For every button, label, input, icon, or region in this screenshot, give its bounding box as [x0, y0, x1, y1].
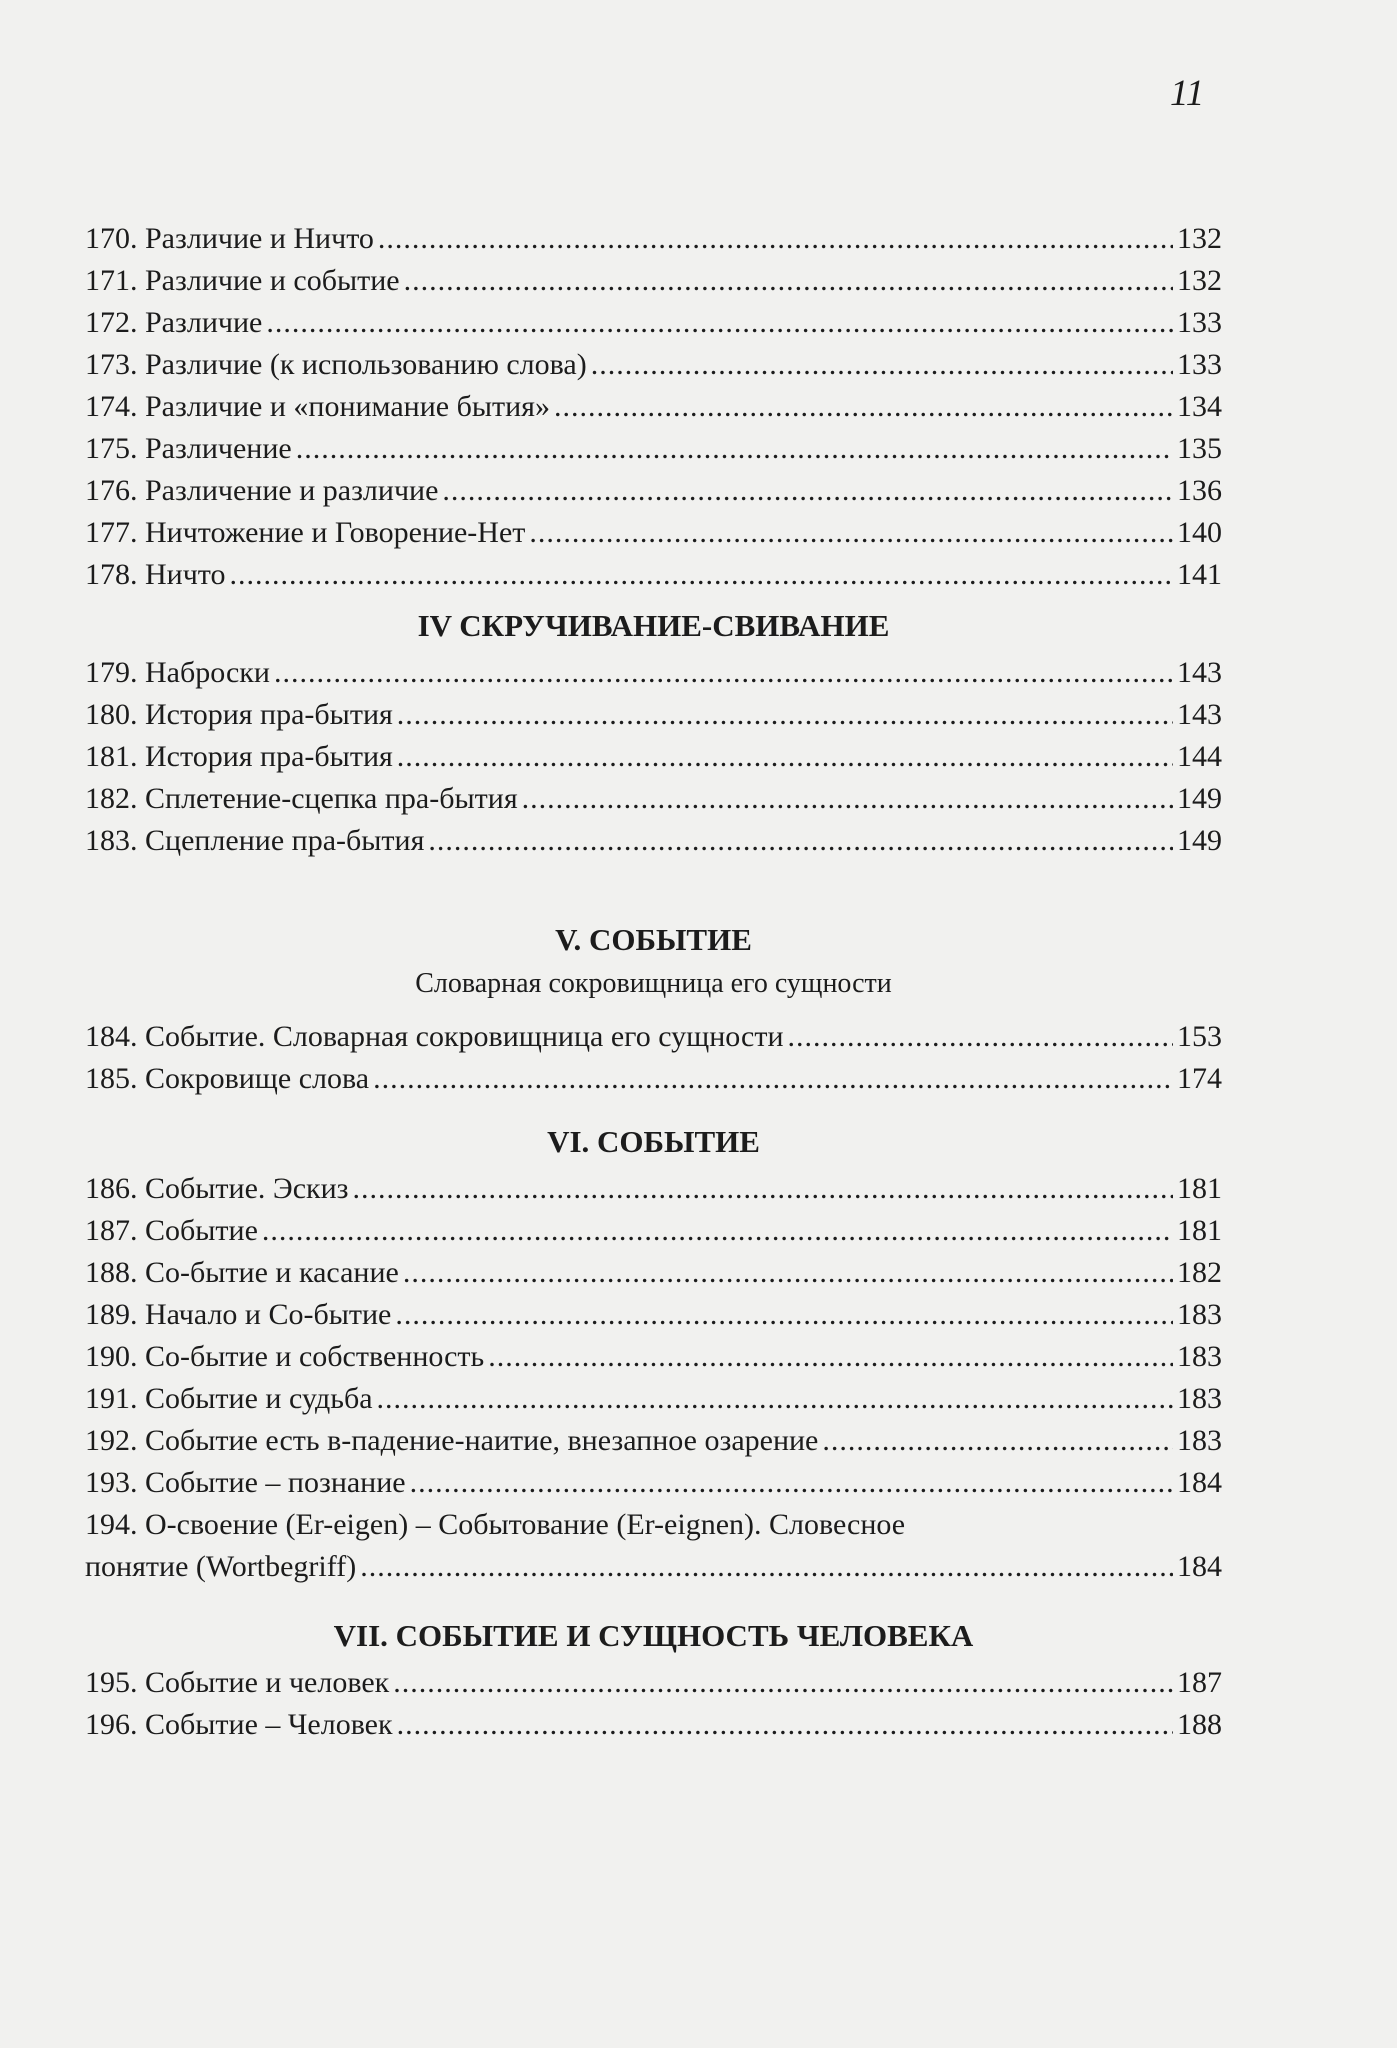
toc-entry-page: 133 — [1177, 306, 1222, 339]
toc-entry-page: 183 — [1177, 1340, 1222, 1373]
toc-entry-title: 179. Наброски — [85, 656, 270, 689]
toc-entry-title-line1: 194. О-своение (Er-eigen) – Событование (Er-eignen). Словесное — [85, 1508, 906, 1541]
toc-entry-title: 191. Событие и судьба — [85, 1382, 373, 1415]
toc-entry-title: 175. Различение — [85, 432, 292, 465]
dot-leader — [822, 1420, 1173, 1462]
dot-leader — [296, 428, 1173, 470]
toc-section-differences — [85, 218, 1222, 596]
toc-entry-page: 143 — [1177, 698, 1222, 731]
toc-entry-page: 153 — [1177, 1020, 1222, 1053]
toc-entry-191[interactable] — [85, 1378, 1222, 1420]
toc-entry-page: 136 — [1177, 474, 1222, 507]
toc-entry-title: 180. История пра-бытия — [85, 698, 393, 731]
toc-entry-title: 181. История пра-бытия — [85, 740, 393, 773]
section-heading: VI. СОБЫТИЕ — [547, 1124, 760, 1159]
toc-entry-175[interactable] — [85, 428, 1222, 470]
toc-entry-182[interactable] — [85, 778, 1222, 820]
toc-entry-179[interactable] — [85, 652, 1222, 694]
toc-entry-title: 173. Различие (к использованию слова) — [85, 348, 587, 381]
toc-entry-title: 183. Сцепление пра-бытия — [85, 824, 425, 857]
toc-entry-page: 174 — [1177, 1062, 1222, 1095]
dot-leader — [266, 302, 1173, 344]
toc-entry-page: 184 — [1177, 1466, 1222, 1499]
table-of-contents — [85, 218, 1222, 1746]
dot-leader — [397, 736, 1173, 778]
toc-entry-177[interactable] — [85, 512, 1222, 554]
toc-entry-page: 132 — [1177, 264, 1222, 297]
toc-entry-title: 172. Различие — [85, 306, 263, 339]
toc-entry-page: 183 — [1177, 1382, 1222, 1415]
toc-entry-181[interactable] — [85, 736, 1222, 778]
toc-entry-title: 189. Начало и Со-бытие — [85, 1298, 392, 1331]
toc-entry-title: 187. Событие — [85, 1214, 258, 1247]
toc-entry-185[interactable] — [85, 1058, 1222, 1100]
toc-entry-title: 185. Сокровище слова — [85, 1062, 370, 1095]
toc-entry-title: 188. Со-бытие и касание — [85, 1256, 399, 1289]
toc-entry-193[interactable] — [85, 1462, 1222, 1504]
toc-entry-title: 176. Различение и различие — [85, 474, 439, 507]
toc-entry-page: 133 — [1177, 348, 1222, 381]
toc-entry-178[interactable] — [85, 554, 1222, 596]
toc-entry-page: 140 — [1177, 516, 1222, 549]
toc-entry-page: 141 — [1177, 558, 1222, 591]
section-subheading: Словарная сокровищница его сущности — [415, 968, 892, 999]
toc-entry-title: 190. Со-бытие и собственность — [85, 1340, 485, 1373]
dot-leader — [378, 218, 1173, 260]
toc-entry-page: 183 — [1177, 1298, 1222, 1331]
dot-leader — [274, 652, 1173, 694]
dot-leader — [404, 260, 1173, 302]
toc-section-iv — [85, 606, 1222, 862]
toc-entry-title: 195. Событие и человек — [85, 1666, 390, 1699]
toc-entry-title: 182. Сплетение-сцепка пра-бытия — [85, 782, 518, 815]
toc-entry-190[interactable] — [85, 1336, 1222, 1378]
page-number: 11 — [1170, 73, 1205, 114]
toc-section-vii — [85, 1616, 1222, 1746]
toc-entry-192[interactable] — [85, 1420, 1222, 1462]
toc-entry-page: 181 — [1177, 1214, 1222, 1247]
toc-entry-page: 144 — [1177, 740, 1222, 773]
toc-entry-title: 171. Различие и событие — [85, 264, 400, 297]
toc-entry-196[interactable] — [85, 1704, 1222, 1746]
toc-entry-171[interactable] — [85, 260, 1222, 302]
section-heading: VII. СОБЫТИЕ И СУЩНОСТЬ ЧЕЛОВЕКА — [333, 1618, 974, 1653]
dot-leader — [397, 1704, 1173, 1746]
toc-entry-page: 183 — [1177, 1424, 1222, 1457]
toc-entry-184[interactable] — [85, 1016, 1222, 1058]
toc-entry-page: 182 — [1177, 1256, 1222, 1289]
dot-leader — [373, 1058, 1173, 1100]
dot-leader — [230, 554, 1173, 596]
dot-leader — [395, 1294, 1173, 1336]
dot-leader — [428, 820, 1173, 862]
dot-leader — [529, 512, 1173, 554]
section-heading: V. СОБЫТИЕ — [555, 922, 752, 957]
dot-leader — [410, 1462, 1173, 1504]
dot-leader — [554, 386, 1173, 428]
toc-entry-page: 149 — [1177, 824, 1222, 857]
dot-leader — [377, 1378, 1173, 1420]
toc-entry-173[interactable] — [85, 344, 1222, 386]
toc-section-vi — [85, 1122, 1222, 1588]
dot-leader — [262, 1210, 1173, 1252]
dot-leader — [360, 1546, 1173, 1588]
toc-entry-page: 188 — [1177, 1708, 1222, 1741]
toc-entry-188[interactable] — [85, 1252, 1222, 1294]
toc-entry-183[interactable] — [85, 820, 1222, 862]
dot-leader — [591, 344, 1173, 386]
toc-entry-page: 187 — [1177, 1666, 1222, 1699]
toc-section-v — [85, 920, 1222, 1100]
toc-entry-title: 192. Событие есть в-падение-наитие, внезапное озарение — [85, 1424, 819, 1457]
dot-leader — [442, 470, 1173, 512]
toc-entry-title: 184. Событие. Словарная сокровищница его сущности — [85, 1020, 784, 1053]
toc-entry-194[interactable] — [85, 1504, 1222, 1588]
toc-entry-174[interactable] — [85, 386, 1222, 428]
toc-entry-title: 174. Различие и «понимание бытия» — [85, 390, 550, 423]
toc-entry-title: 170. Различие и Ничто — [85, 222, 374, 255]
toc-entry-186[interactable] — [85, 1168, 1222, 1210]
section-heading: IV СКРУЧИВАНИЕ-СВИВАНИЕ — [417, 608, 890, 643]
dot-leader — [397, 694, 1173, 736]
dot-leader — [353, 1168, 1173, 1210]
toc-entry-172[interactable] — [85, 302, 1222, 344]
toc-entry-title-line2: понятие (Wortbegriff) — [85, 1550, 357, 1583]
toc-entry-title: 177. Ничтожение и Говорение-Нет — [85, 516, 526, 549]
dot-leader — [788, 1016, 1173, 1058]
toc-entry-page: 149 — [1177, 782, 1222, 815]
toc-entry-189[interactable] — [85, 1294, 1222, 1336]
dot-leader — [403, 1252, 1173, 1294]
toc-entry-page: 184 — [1177, 1550, 1222, 1583]
toc-entry-195[interactable] — [85, 1662, 1222, 1704]
toc-entry-page: 135 — [1177, 432, 1222, 465]
toc-entry-title: 193. Событие – познание — [85, 1466, 406, 1499]
toc-entry-180[interactable] — [85, 694, 1222, 736]
toc-entry-187[interactable] — [85, 1210, 1222, 1252]
toc-entry-title: 186. Событие. Эскиз — [85, 1172, 349, 1205]
toc-entry-title: 196. Событие – Человек — [85, 1708, 393, 1741]
toc-entry-page: 134 — [1177, 390, 1222, 423]
dot-leader — [393, 1662, 1173, 1704]
toc-entry-page: 181 — [1177, 1172, 1222, 1205]
dot-leader — [488, 1336, 1173, 1378]
toc-entry-194-continuation — [85, 1546, 1222, 1588]
dot-leader — [522, 778, 1173, 820]
toc-entry-page: 143 — [1177, 656, 1222, 689]
toc-entry-page: 132 — [1177, 222, 1222, 255]
toc-entry-title: 178. Ничто — [85, 558, 226, 591]
toc-entry-176[interactable] — [85, 470, 1222, 512]
toc-entry-170[interactable] — [85, 218, 1222, 260]
